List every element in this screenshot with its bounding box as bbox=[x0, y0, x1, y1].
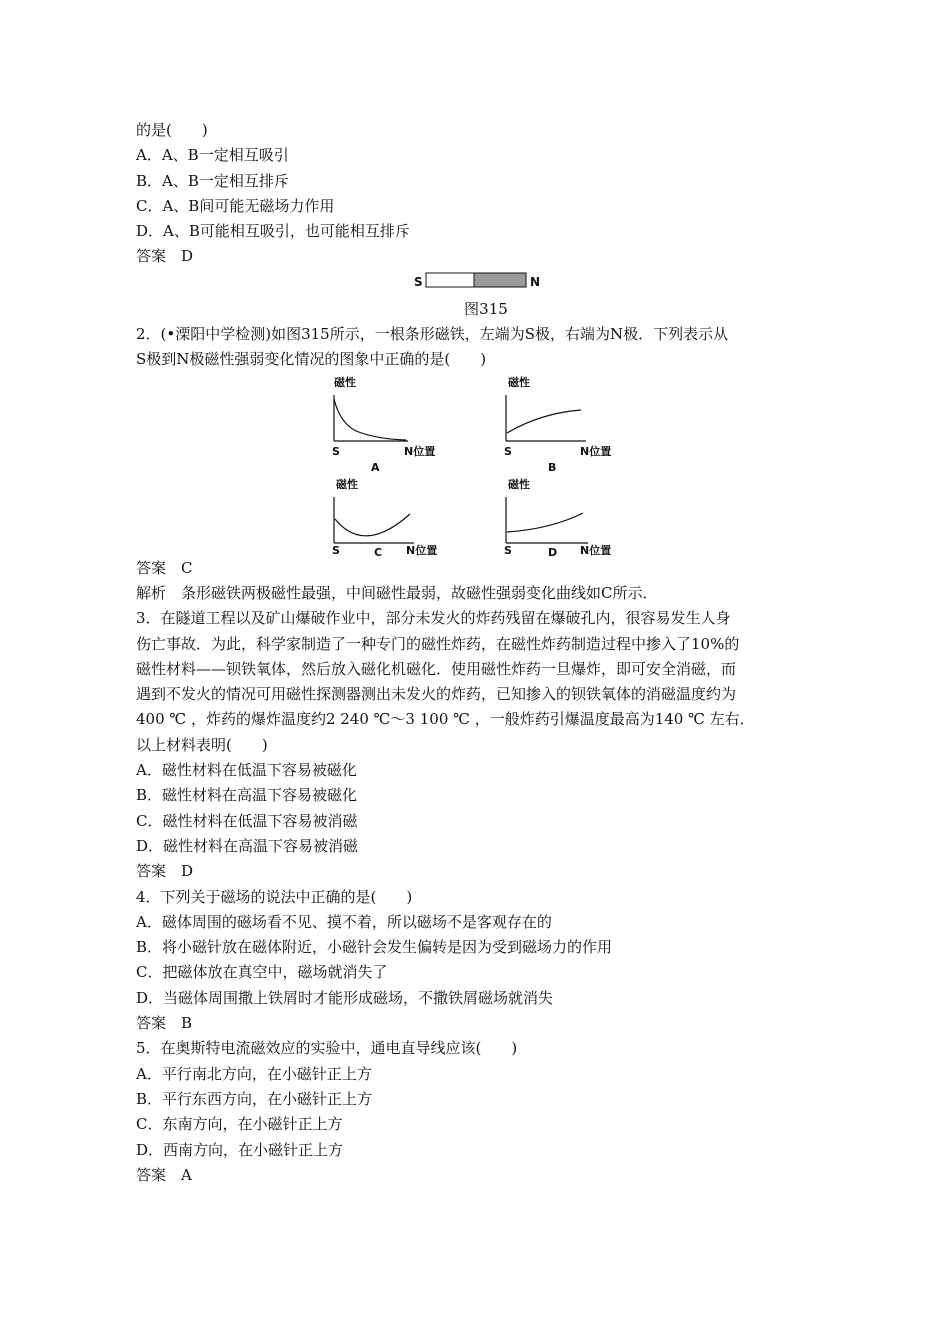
magnet-white-half bbox=[426, 273, 474, 287]
q4-option-c: C．把磁体放在真空中，磁场就消失了 bbox=[136, 963, 388, 982]
q4-answer: 答案 B bbox=[136, 1014, 193, 1033]
graph-a-n: N位置 bbox=[404, 444, 436, 458]
q3-stem-line1: 3．在隧道工程以及矿山爆破作业中，部分未发火的炸药残留在爆破孔内，很容易发生人身 bbox=[136, 609, 731, 628]
graph-a-letter: A bbox=[371, 460, 380, 474]
bar-magnet-figure bbox=[136, 271, 836, 297]
q2-stem-line1: 2．(•溧阳中学检测)如图315所示，一根条形磁铁，左端为S极，右端为N极．下列表示从 bbox=[136, 325, 729, 344]
graph-d-curve bbox=[507, 513, 583, 532]
q3-option-b: B．磁性材料在高温下容易被磁化 bbox=[136, 786, 358, 805]
q4-option-b: B．将小磁针放在磁体附近，小磁针会发生偏转是因为受到磁场力的作用 bbox=[136, 938, 613, 957]
q3-answer: 答案 D bbox=[136, 862, 194, 881]
q3-stem-line2: 伤亡事故．为此，科学家制造了一种专门的磁性炸药，在磁性炸药制造过程中掺入了10%的 bbox=[136, 634, 740, 653]
q3-stem-line3: 磁性材料——钡铁氧体，然后放入磁化机磁化．使用磁性炸药一旦爆炸，即可安全消磁，而 bbox=[136, 659, 737, 678]
q5-option-a: A．平行南北方向，在小磁针正上方 bbox=[136, 1064, 372, 1083]
q4-option-d: D．当磁体周围撒上铁屑时才能形成磁场，不撒铁屑磁场就消失 bbox=[136, 988, 554, 1007]
q3-option-c: C．磁性材料在低温下容易被消磁 bbox=[136, 811, 358, 830]
graph-b bbox=[504, 375, 611, 474]
graph-d bbox=[504, 477, 611, 556]
graph-c-ylabel: 磁性 bbox=[336, 477, 358, 491]
q3-option-a: A．磁性材料在低温下容易被磁化 bbox=[136, 761, 357, 780]
q5-stem: 5．在奥斯特电流磁效应的实验中，通电直导线应该( ) bbox=[136, 1039, 518, 1058]
magnet-s-label: S bbox=[414, 274, 423, 289]
document-page bbox=[136, 118, 836, 1188]
graph-b-ylabel: 磁性 bbox=[508, 375, 530, 389]
graph-d-n: N位置 bbox=[580, 543, 612, 556]
graph-a-curve bbox=[334, 399, 406, 440]
q5-option-b: B．平行东西方向，在小磁针正上方 bbox=[136, 1089, 373, 1108]
q3-option-d: D．磁性材料在高温下容易被消磁 bbox=[136, 836, 359, 855]
q3-stem-line5: 400 ℃ ，炸药的爆炸温度约2 240 ℃～3 100 ℃ ，一般炸药引爆温度最高为140 ℃ 左右． bbox=[136, 710, 755, 729]
graph-a-s: S bbox=[332, 444, 340, 458]
graph-c-curve bbox=[335, 514, 410, 536]
q2-graphs bbox=[136, 373, 836, 556]
bar-magnet bbox=[406, 271, 546, 295]
graph-c-n: N位置 bbox=[406, 543, 438, 556]
q1-option-d: D．A、B可能相互吸引，也可能相互排斥 bbox=[136, 222, 410, 241]
q4-option-a: A．磁体周围的磁场看不见、摸不着，所以磁场不是客观存在的 bbox=[136, 912, 552, 931]
q1-option-a: A．A、B一定相互吸引 bbox=[136, 146, 289, 165]
graph-c-letter: C bbox=[374, 545, 383, 556]
graph-c bbox=[332, 477, 437, 556]
q5-option-c: C．东南方向，在小磁针正上方 bbox=[136, 1115, 343, 1134]
graph-a bbox=[332, 375, 435, 474]
q4-stem: 4．下列关于磁场的说法中正确的是( ) bbox=[136, 887, 413, 906]
q1-option-b: B．A、B一定相互排斥 bbox=[136, 171, 289, 190]
graph-b-curve bbox=[507, 410, 581, 433]
q2-analysis: 解析 条形磁铁两极磁性最强，中间磁性最弱，故磁性强弱变化曲线如C所示． bbox=[136, 583, 658, 602]
magnet-grey-half bbox=[474, 273, 526, 287]
q2-stem-line2: S极到N极磁性强弱变化情况的图象中正确的是( ) bbox=[136, 350, 487, 369]
q1-answer: 答案 D bbox=[136, 247, 194, 266]
graph-d-letter: D bbox=[548, 545, 558, 556]
graph-c-s: S bbox=[332, 543, 340, 556]
figure-caption: 图315 bbox=[464, 299, 508, 318]
graph-b-letter: B bbox=[548, 460, 557, 474]
q3-stem-line6: 以上材料表明( ) bbox=[136, 735, 268, 754]
q1-option-c: C．A、B间可能无磁场力作用 bbox=[136, 196, 335, 215]
graph-a-ylabel: 磁性 bbox=[334, 375, 356, 389]
graph-b-s: S bbox=[504, 444, 512, 458]
magnet-n-label: N bbox=[530, 274, 541, 289]
q5-option-d: D．西南方向，在小磁针正上方 bbox=[136, 1140, 344, 1159]
q3-stem-line4: 遇到不发火的情况可用磁性探测器测出未发火的炸药，已知掺入的钡铁氧体的消磁温度约为 bbox=[136, 685, 737, 704]
graph-d-s: S bbox=[504, 543, 512, 556]
q2-answer: 答案 C bbox=[136, 558, 193, 577]
graph-b-n: N位置 bbox=[580, 444, 612, 458]
graphs-svg bbox=[326, 373, 646, 556]
q1-stem-tail: 的是( ) bbox=[136, 121, 208, 139]
q5-answer: 答案 A bbox=[136, 1165, 192, 1184]
graph-d-ylabel: 磁性 bbox=[508, 477, 530, 491]
